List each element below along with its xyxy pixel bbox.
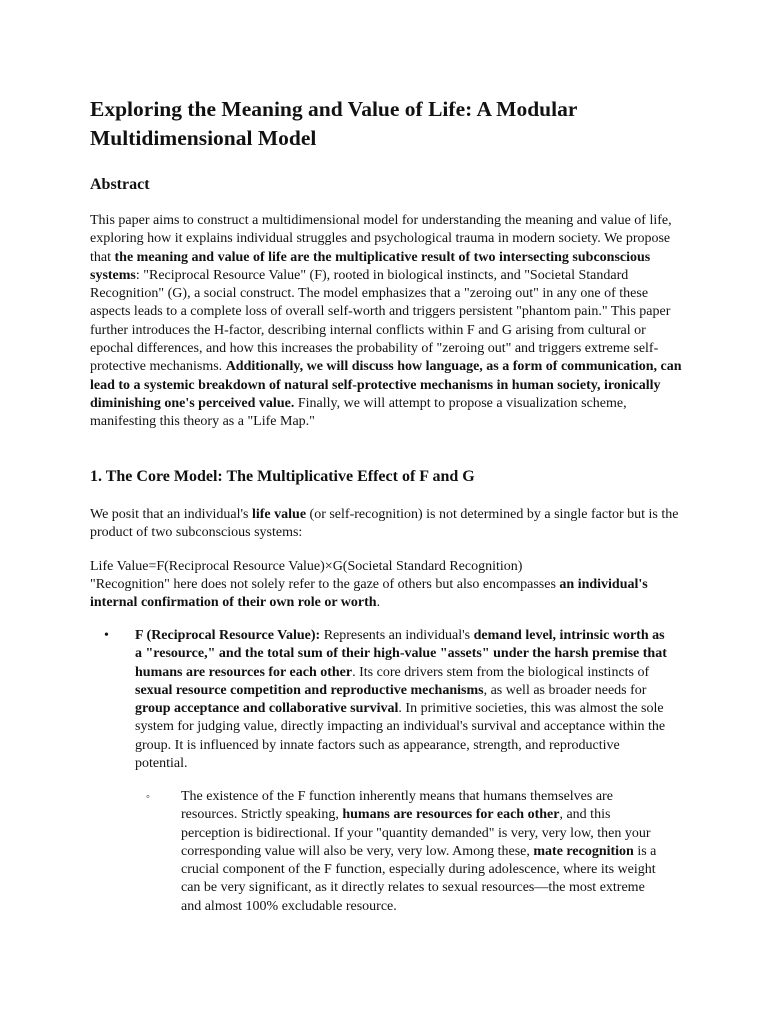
text-run: The existence of the F function inherently means that humans themselves are resources. Strictly speaking, <box>181 789 613 823</box>
text-run: (or self-recognition) is not determined by a single factor but is the product of two subconscious systems: <box>90 507 679 541</box>
text-run: , as well as broader needs for <box>483 682 647 698</box>
text-run: . In primitive societies, this was almost the sole system for judging value, directly impacting an individual's survival and acceptance within the group. It is influenced by innate factors such as appearance, strength, and reproductive potential. <box>135 701 666 772</box>
text-run: Finally, we will attempt to propose a visualization scheme, manifesting this theory as a "Life Map." <box>90 395 627 430</box>
section-heading: 1. The Core Model: The Multiplicative Effect of F and G <box>90 468 475 485</box>
recognition-paragraph <box>90 576 682 613</box>
bold-run: group acceptance and collaborative survival <box>135 701 399 717</box>
equation-line: Life Value=F(Reciprocal Resource Value)×G(Societal Standard Recognition) <box>90 559 523 574</box>
bold-run: life value <box>251 507 307 522</box>
text-run: Represents an individual's <box>320 628 474 643</box>
text-run: This paper aims to construct a multidimensional model for understanding the meaning and value of life, exploring how it explains individual struggles and psychological trauma in modern society. We propose that <box>90 213 672 265</box>
bold-run: demand level, intrinsic worth as a "resource," and the total sum of their high-value "assets" under the harsh premise that humans are resources for each other <box>135 628 667 680</box>
text-run: . Its core drivers stem from the biological instincts of <box>352 664 650 680</box>
text-run: We posit that an individual's <box>90 507 252 522</box>
text-run: : "Reciprocal Resource Value" (F), rooted in biological instincts, and "Societal Standard Recognition" (G), a social construct. The model emphasizes that a "zeroing out" in any one of these aspects leads to a complete loss of overall self-worth and triggers persistent "phantom pain." This paper further introduces the H-factor, describing internal conflicts within F and G arising from cultural or epochal differences, and how this increases the probability of "zeroing out" and triggers extreme self-protective mechanisms. <box>90 267 671 375</box>
section-paragraph <box>90 506 682 543</box>
sub-bullet-marker: ◦ <box>146 791 150 803</box>
bullet-item-f <box>135 627 675 773</box>
sub-bullet-item <box>181 788 659 916</box>
bold-run: humans are resources for each other <box>342 807 560 823</box>
text-run: . <box>376 595 381 611</box>
bold-run: the meaning and value of life are the multiplicative result of two intersecting subconscious systems <box>90 249 651 283</box>
paper-title: Exploring the Meaning and Value of Life: A Modular Multidimensional Model <box>90 97 578 150</box>
bold-run: sexual resource competition and reproductive mechanisms <box>135 682 484 698</box>
bold-run: F (Reciprocal Resource Value): <box>135 628 321 643</box>
abstract-heading: Abstract <box>90 176 150 193</box>
text-run: "Recognition" here does not solely refer to the gaze of others but also encompasses <box>90 577 560 592</box>
bold-run: Additionally, we will discuss how language, as a form of communication, can lead to a systemic breakdown of natural self-protective mechanisms in human society, ironically diminishing one's perceived value. <box>90 359 682 411</box>
text-run: is a crucial component of the F function, especially during adolescence, where its weight can be very significant, as it directly relates to sexual resources—the most extreme and almost 100% excludable resource. <box>181 843 657 914</box>
abstract-paragraph <box>90 212 682 432</box>
text-run: , and this perception is bidirectional. If your "quantity demanded" is very, very low, then your corresponding value will also be very, very low. Among these, <box>181 807 651 859</box>
bold-run: an individual's internal confirmation of their own role or worth <box>90 577 648 611</box>
bold-run: mate recognition <box>533 843 634 859</box>
bullet-marker: • <box>104 628 109 643</box>
